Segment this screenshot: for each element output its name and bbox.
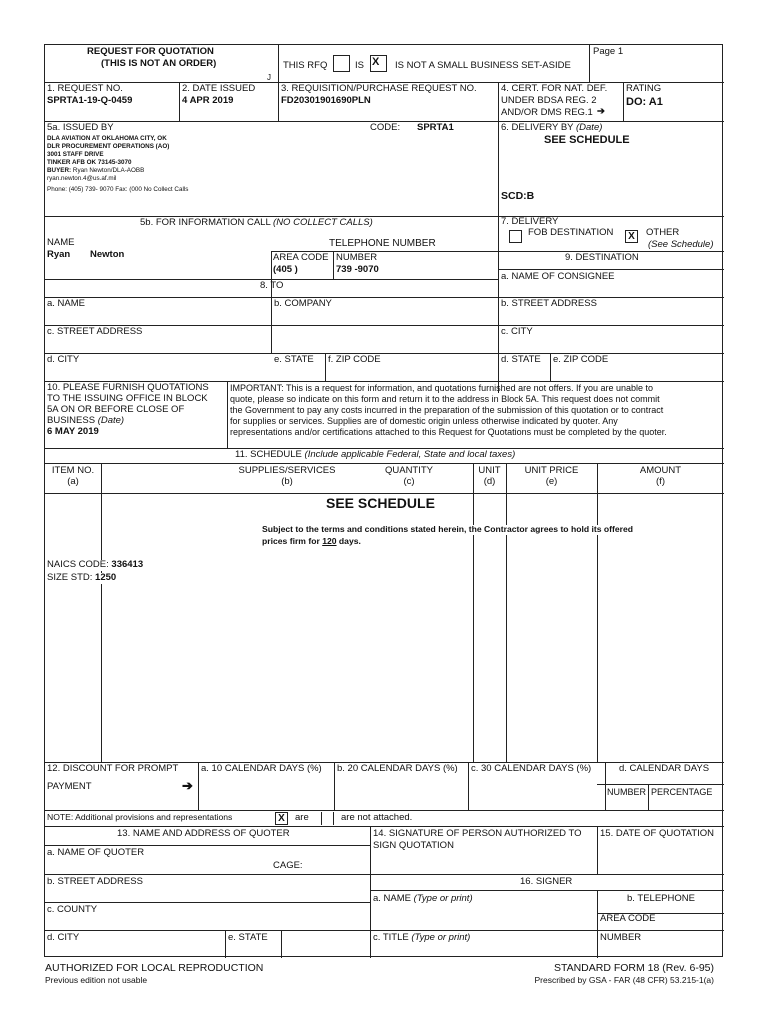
delivery-by-label: 6. DELIVERY BY bbox=[501, 122, 574, 133]
discount-label-2: PAYMENT bbox=[47, 781, 92, 792]
important-line-5: representations and/or certifications attached to this Request for Quotations must be completed by the quoter. bbox=[230, 427, 667, 437]
requisition-value: FD20301901690PLN bbox=[281, 95, 371, 106]
code-label: CODE: bbox=[370, 122, 401, 133]
col-amount: AMOUNT (f) bbox=[639, 465, 682, 487]
dest-state-label: d. STATE bbox=[501, 354, 541, 365]
terms-line-1: Subject to the terms and conditions stated herein, the Contractor agrees to hold its offered bbox=[262, 524, 634, 534]
issuer-line-4: TINKER AFB OK 73145-3070 bbox=[47, 159, 132, 166]
form-title: REQUEST FOR QUOTATION bbox=[87, 46, 214, 57]
terms-line-2-pre: prices firm for bbox=[262, 536, 323, 546]
discount-10-days: a. 10 CALENDAR DAYS (%) bbox=[201, 763, 322, 774]
signer-telephone-label: b. TELEPHONE bbox=[627, 893, 695, 904]
signer-title-hint: (Type or print) bbox=[411, 932, 471, 943]
naics-label: NAICS CODE: bbox=[47, 559, 109, 570]
furnish-line-3: 5A ON OR BEFORE CLOSE OF bbox=[47, 404, 185, 415]
discount-30-days: c. 30 CALENDAR DAYS (%) bbox=[471, 763, 592, 774]
rfq-form bbox=[44, 44, 723, 957]
dest-zip-label: e. ZIP CODE bbox=[553, 354, 609, 365]
request-no-label: 1. REQUEST NO. bbox=[47, 83, 123, 94]
contact-last-name: Newton bbox=[90, 249, 125, 260]
cert-line1: 4. CERT. FOR NAT. DEF. bbox=[501, 83, 608, 94]
delivery-by-value: SEE SCHEDULE bbox=[544, 134, 630, 146]
issuer-line-1: DLA AVIATION AT OKLAHOMA CITY, OK bbox=[47, 135, 167, 142]
signature-label-2: SIGN QUOTATION bbox=[373, 840, 454, 851]
col-quantity: QUANTITY (c) bbox=[384, 465, 434, 487]
furnish-line-2: TO THE ISSUING OFFICE IN BLOCK bbox=[47, 393, 208, 404]
quoter-label: 13. NAME AND ADDRESS OF QUOTER bbox=[117, 828, 290, 839]
footer-prescribed: Prescribed by GSA - FAR (48 CFR) 53.215-1(a) bbox=[534, 975, 714, 985]
quoter-city-label: d. CITY bbox=[47, 932, 80, 943]
delivery-label: 7. DELIVERY bbox=[501, 216, 559, 227]
discount-label-1: 12. DISCOUNT FOR PROMPT bbox=[47, 763, 179, 774]
rfq-lead-label: THIS RFQ bbox=[283, 60, 328, 71]
furnish-date-hint: (Date) bbox=[97, 415, 125, 426]
quoter-name-label: a. NAME OF QUOTER bbox=[47, 847, 145, 858]
date-of-quotation-label: 15. DATE OF QUOTATION bbox=[600, 828, 715, 839]
requisition-label: 3. REQUISITION/PURCHASE REQUEST NO. bbox=[281, 83, 477, 94]
to-street-label: c. STREET ADDRESS bbox=[47, 326, 143, 337]
issuer-email: ryan.newton.4@us.af.mil bbox=[47, 175, 117, 182]
code-value: SPRTA1 bbox=[417, 122, 454, 133]
important-line-2: quote, please so indicate on this form and return it to the address in Block 5A. This request does not commit bbox=[230, 394, 660, 404]
rating-label: RATING bbox=[626, 83, 662, 94]
dest-city-label: c. CITY bbox=[501, 326, 533, 337]
signer-number-label: NUMBER bbox=[600, 932, 642, 943]
is-set-aside-checkbox[interactable] bbox=[333, 55, 350, 72]
to-zip-label: f. ZIP CODE bbox=[328, 354, 381, 365]
terms-days: 120 bbox=[322, 536, 337, 546]
footer-standard-form: STANDARD FORM 18 (Rev. 6-95) bbox=[553, 962, 714, 974]
furnish-line-4: BUSINESS bbox=[47, 415, 96, 426]
important-line-1: IMPORTANT: This is a request for information, and quotations furnished are not offers. If you are unable to bbox=[230, 383, 654, 393]
quoter-state-label: e. STATE bbox=[228, 932, 268, 943]
issuer-phone: Phone: (405) 739- 9070 Fax: (000 No Collect Calls bbox=[47, 186, 189, 193]
destination-label: 9. DESTINATION bbox=[565, 252, 639, 263]
to-state-label: e. STATE bbox=[274, 354, 314, 365]
issuer-line-2: DLR PROCUREMENT OPERATIONS (AO) bbox=[47, 143, 170, 150]
signer-name-hint: (Type or print) bbox=[413, 893, 473, 904]
signer-name-label: a. NAME bbox=[373, 893, 412, 904]
important-line-4: for supplies or services. Supplies are of domestic origin unless otherwise indicated by quoter. Any bbox=[230, 416, 618, 426]
furnish-line-1: 10. PLEASE FURNISH QUOTATIONS bbox=[47, 382, 209, 393]
quote-due-date: 6 MAY 2019 bbox=[47, 426, 99, 437]
cage-label: CAGE: bbox=[273, 860, 303, 871]
col-supplies: SUPPLIES/SERVICES (b) bbox=[238, 465, 336, 487]
arrow-right-icon: ➔ bbox=[182, 778, 193, 793]
cert-line3: AND/OR DMS REG.1 bbox=[501, 107, 593, 118]
note-are-not: are not attached. bbox=[341, 812, 413, 823]
signer-area-code-label: AREA CODE bbox=[600, 913, 656, 924]
col-unit-price: UNIT PRICE (e) bbox=[524, 465, 579, 487]
delivery-by-date-hint: (Date) bbox=[576, 122, 603, 133]
signer-label: 16. SIGNER bbox=[520, 876, 573, 887]
important-line-3: the Government to pay any costs incurred in the preparation of the submission of this quotation or to contract bbox=[230, 405, 664, 415]
note-text: NOTE: Additional provisions and representations bbox=[47, 812, 233, 822]
discount-20-days: b. 20 CALENDAR DAYS (%) bbox=[337, 763, 458, 774]
dest-street-label: b. STREET ADDRESS bbox=[501, 298, 597, 309]
number-value: 739 -9070 bbox=[336, 264, 379, 275]
number-label: NUMBER bbox=[336, 252, 378, 263]
area-code-value: (405 ) bbox=[273, 264, 298, 275]
schedule-hint: (Include applicable Federal, State and local taxes) bbox=[304, 449, 516, 460]
to-name-label: a. NAME bbox=[47, 298, 86, 309]
info-call-hint: (NO COLLECT CALLS) bbox=[273, 217, 373, 228]
note-are: are bbox=[295, 812, 309, 823]
provisions-are-not-checkbox[interactable] bbox=[321, 812, 334, 825]
area-code-label: AREA CODE bbox=[273, 252, 329, 263]
set-aside-text: IS NOT A SMALL BUSINESS SET-ASIDE bbox=[395, 60, 571, 71]
buyer-value: Ryan Newton/DLA-AOBB bbox=[72, 167, 145, 174]
size-std-value: 1250 bbox=[95, 572, 117, 583]
footer-authorized: AUTHORIZED FOR LOCAL REPRODUCTION bbox=[45, 962, 264, 974]
page-number: Page 1 bbox=[593, 46, 624, 57]
other-delivery-checkbox[interactable]: X bbox=[625, 230, 638, 243]
signer-title-label: c. TITLE bbox=[373, 932, 409, 943]
other-delivery-label: OTHER bbox=[646, 227, 680, 238]
to-company-label: b. COMPANY bbox=[274, 298, 332, 309]
date-issued-value: 4 APR 2019 bbox=[182, 95, 234, 106]
see-schedule-heading: SEE SCHEDULE bbox=[326, 495, 435, 511]
date-issued-label: 2. DATE ISSUED bbox=[182, 83, 256, 94]
arrow-right-icon: ➔ bbox=[597, 106, 605, 117]
col-item-no: ITEM NO. (a) bbox=[51, 465, 95, 487]
provisions-are-checkbox[interactable]: X bbox=[275, 812, 288, 825]
issued-by-label: 5a. ISSUED BY bbox=[47, 122, 114, 133]
cert-line2: UNDER BDSA REG. 2 bbox=[501, 95, 597, 106]
form-subtitle: (THIS IS NOT AN ORDER) bbox=[101, 58, 217, 69]
other-delivery-note: (See Schedule) bbox=[648, 239, 714, 250]
to-city-label: d. CITY bbox=[47, 354, 80, 365]
discount-calendar-days: d. CALENDAR DAYS bbox=[619, 763, 710, 774]
quoter-county-label: c. COUNTY bbox=[47, 904, 98, 915]
contact-first-name: Ryan bbox=[47, 249, 71, 260]
rating-value: DO: A1 bbox=[626, 96, 663, 108]
is-not-set-aside-checkbox[interactable]: X bbox=[370, 55, 387, 72]
discount-percentage: PERCENTAGE bbox=[651, 787, 713, 797]
terms-line-2-post: days. bbox=[336, 536, 361, 546]
issuer-line-3: 3001 STAFF DRIVE bbox=[47, 151, 104, 158]
quoter-street-label: b. STREET ADDRESS bbox=[47, 876, 143, 887]
fob-destination-label: FOB DESTINATION bbox=[528, 227, 614, 238]
stray-mark: J bbox=[267, 73, 271, 82]
request-no-value: SPRTA1-19-Q-0459 bbox=[47, 95, 133, 106]
info-call-label: 5b. FOR INFORMATION CALL bbox=[140, 217, 271, 228]
name-label: NAME bbox=[47, 237, 75, 248]
naics-value: 336413 bbox=[111, 559, 144, 570]
fob-destination-checkbox[interactable] bbox=[509, 230, 522, 243]
telephone-number-label: TELEPHONE NUMBER bbox=[329, 238, 436, 249]
discount-number: NUMBER bbox=[607, 787, 647, 797]
schedule-label: 11. SCHEDULE bbox=[235, 449, 302, 460]
col-unit: UNIT (d) bbox=[478, 465, 501, 487]
signature-label-1: 14. SIGNATURE OF PERSON AUTHORIZED TO bbox=[373, 828, 582, 839]
is-label: IS bbox=[355, 60, 364, 71]
footer-previous-edition: Previous edition not usable bbox=[45, 975, 148, 985]
scd-value: SCD:B bbox=[501, 190, 535, 202]
buyer-label: BUYER: bbox=[47, 167, 72, 174]
size-std-label: SIZE STD: bbox=[47, 572, 93, 583]
to-label: 8. TO bbox=[260, 280, 284, 291]
consignee-label: a. NAME OF CONSIGNEE bbox=[501, 271, 615, 282]
